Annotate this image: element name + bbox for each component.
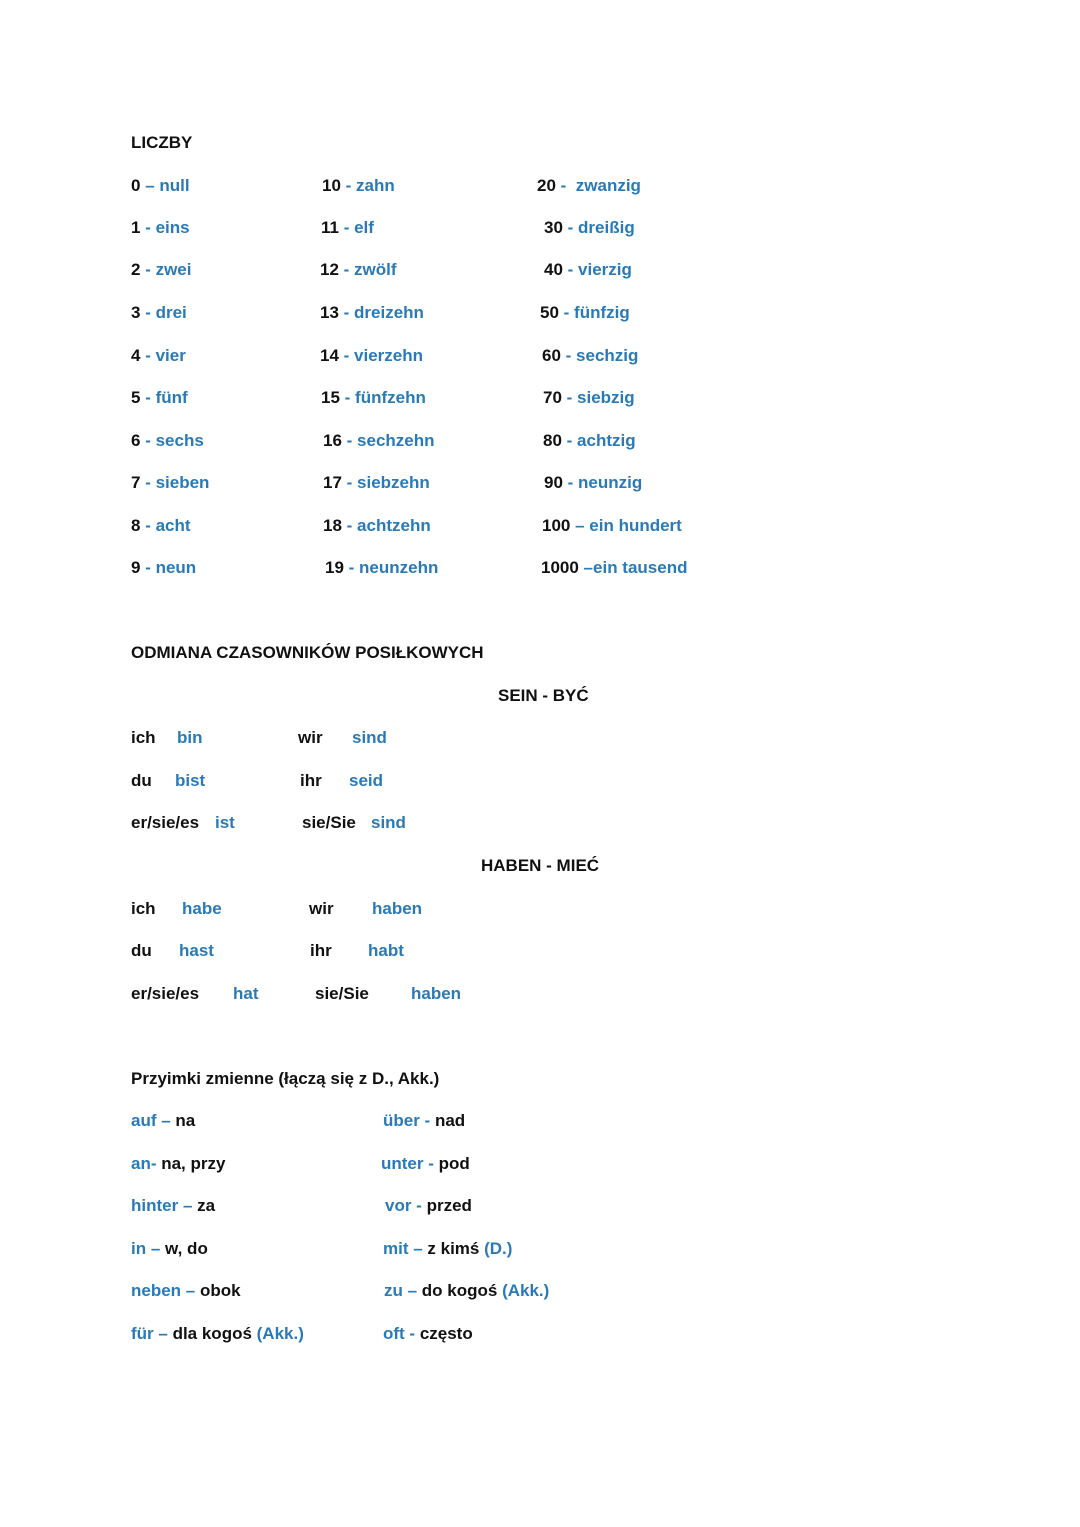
verbs-heading: ODMIANA CZASOWNIKÓW POSIŁKOWYCH <box>131 643 484 662</box>
preposition-entry: mit – z kimś (D.) <box>383 1239 513 1258</box>
number-entry: 9 - neun <box>131 558 197 577</box>
pronoun: er/sie/es <box>131 813 200 832</box>
pronoun: ich <box>131 728 156 747</box>
verb-form: hast <box>179 941 214 960</box>
verb-form: sind <box>371 813 406 832</box>
number-entry: 1 - eins <box>131 218 190 237</box>
number-entry: 2 - zwei <box>131 260 192 279</box>
number-entry: 12 - zwölf <box>320 260 397 279</box>
number-entry: 100 – ein hundert <box>542 516 682 535</box>
number-entry: 0 – null <box>131 176 190 195</box>
number-entry: 15 - fünfzehn <box>321 388 426 407</box>
number-entry: 50 - fünfzig <box>540 303 630 322</box>
number-entry: 11 - elf <box>321 218 374 237</box>
verb-form: seid <box>349 771 384 790</box>
numbers-heading: LICZBY <box>131 133 193 152</box>
number-entry: 19 - neunzehn <box>325 558 439 577</box>
pronoun: du <box>131 771 152 790</box>
number-entry: 80 - achtzig <box>543 431 636 450</box>
number-entry: 1000 –ein tausend <box>541 558 688 577</box>
haben-title: HABEN - MIEĆ <box>481 856 600 875</box>
pronoun: sie/Sie <box>315 984 369 1003</box>
pronoun: wir <box>298 728 323 747</box>
number-entry: 4 - vier <box>131 346 186 365</box>
verb-form: habe <box>182 899 222 918</box>
verb-form: haben <box>372 899 423 918</box>
number-entry: 13 - dreizehn <box>320 303 424 322</box>
verb-form: hat <box>233 984 259 1003</box>
pronoun: sie/Sie <box>302 813 356 832</box>
pronoun: ich <box>131 899 156 918</box>
preposition-entry: über - nad <box>383 1111 466 1130</box>
verb-form: ist <box>215 813 235 832</box>
number-entry: 7 - sieben <box>131 473 210 492</box>
pronoun: ihr <box>300 771 322 790</box>
number-entry: 10 - zahn <box>322 176 395 195</box>
number-entry: 5 - fünf <box>131 388 188 407</box>
verb-form: haben <box>411 984 462 1003</box>
preposition-entry: hinter – za <box>131 1196 216 1215</box>
number-entry: 18 - achtzehn <box>323 516 431 535</box>
pronoun: er/sie/es <box>131 984 200 1003</box>
preposition-entry: oft - często <box>383 1324 473 1343</box>
verb-form: bin <box>177 728 203 747</box>
pronoun: ihr <box>310 941 332 960</box>
verb-form: sind <box>352 728 387 747</box>
pronoun: wir <box>309 899 334 918</box>
number-entry: 40 - vierzig <box>544 260 632 279</box>
number-entry: 14 - vierzehn <box>320 346 424 365</box>
pronoun: du <box>131 941 152 960</box>
number-entry: 70 - siebzig <box>543 388 635 407</box>
number-entry: 8 - acht <box>131 516 191 535</box>
preposition-entry: neben – obok <box>131 1281 241 1300</box>
number-entry: 20 - zwanzig <box>537 176 641 195</box>
number-entry: 30 - dreißig <box>544 218 635 237</box>
verb-form: bist <box>175 771 206 790</box>
number-entry: 6 - sechs <box>131 431 204 450</box>
number-entry: 17 - siebzehn <box>323 473 430 492</box>
sein-title: SEIN - BYĆ <box>498 686 589 705</box>
preposition-entry: an- na, przy <box>131 1154 226 1173</box>
preposition-entry: unter - pod <box>381 1154 470 1173</box>
preposition-entry: für – dla kogoś (Akk.) <box>131 1324 304 1343</box>
number-entry: 3 - drei <box>131 303 187 322</box>
verb-form: habt <box>368 941 404 960</box>
preposition-entry: zu – do kogoś (Akk.) <box>384 1281 550 1300</box>
preposition-entry: vor - przed <box>385 1196 472 1215</box>
number-entry: 16 - sechzehn <box>323 431 435 450</box>
number-entry: 60 - sechzig <box>542 346 639 365</box>
number-entry: 90 - neunzig <box>544 473 643 492</box>
prepositions-heading: Przyimki zmienne (łączą się z D., Akk.) <box>131 1069 440 1088</box>
preposition-entry: auf – na <box>131 1111 196 1130</box>
preposition-entry: in – w, do <box>131 1239 208 1258</box>
